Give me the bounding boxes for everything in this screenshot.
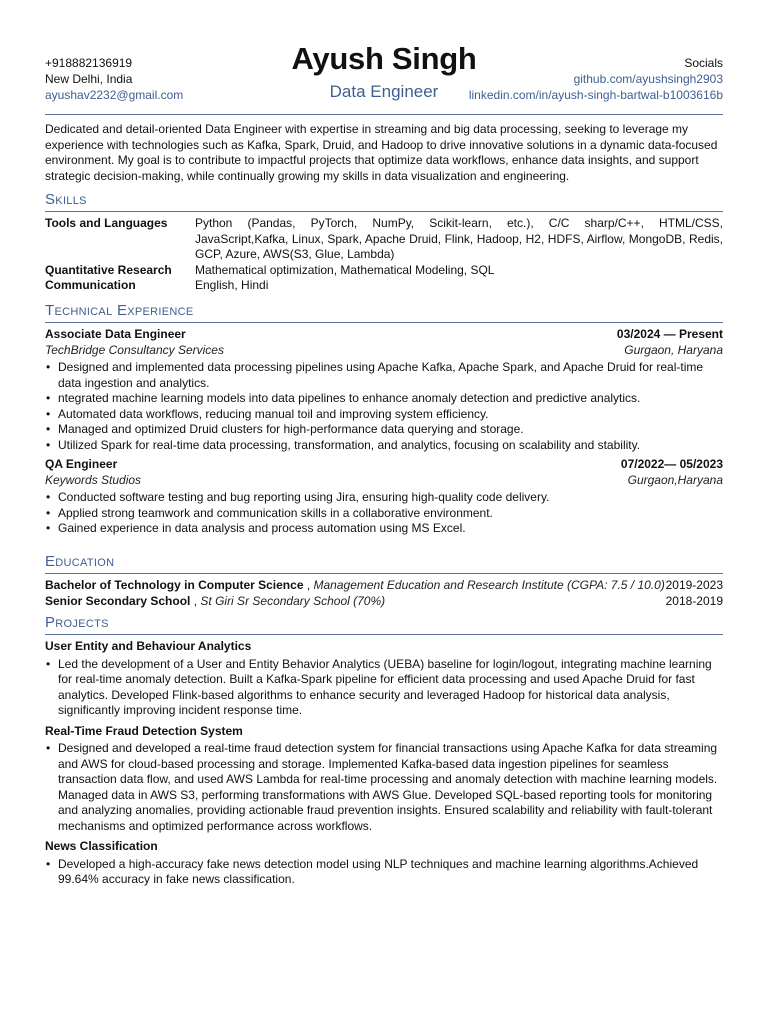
skill-value: English, Hindi: [195, 278, 269, 292]
job-location: Gurgaon, Haryana: [624, 342, 723, 357]
project-description: • Designed and developed a real-time fraud detection system for financial transactions using Apache Kafka for data streaming and AWS for cloud-based processing and storage. Implemented Kafka-based data ingestion pipelines for seamless transaction data flow, and used AWS Lambda for real-time processing and anomaly detection with machine learning models. Managed data in AWS S3, performing transformations with AWS Glue. Developed SQL-based reporting tools for monitoring and analyzing anomalies, providing actionable fraud prevention insights. Ensured scalability and reliability with fault-tolerant mechanisms and optimized performance across workflows.: [45, 741, 723, 834]
job-bullet: • Managed and optimized Druid clusters for high-performance data querying and storage.: [45, 422, 723, 438]
job-bullet: • Gained experience in data analysis and process automation using MS Excel.: [45, 521, 723, 537]
linkedin-link[interactable]: linkedin.com/in/ayush-singh-bartwal-b1003616b: [468, 88, 723, 102]
education-entry: [45, 578, 723, 594]
education-section: [45, 553, 723, 609]
education-dates: 2018-2019: [665, 593, 723, 608]
job-title: Associate Data Engineer: [45, 327, 186, 341]
header-divider: [45, 114, 723, 115]
job-bullet: • Utilized Spark for real-time data processing, transformation, and analytics, focusing on scalability and stability.: [45, 438, 723, 454]
projects-section: [45, 614, 723, 893]
project-entry: [45, 839, 723, 888]
github-link[interactable]: github.com/ayushsingh2903: [573, 72, 723, 86]
project-description: • Led the development of a User and Entity Behavior Analytics (UEBA) baseline for login/logout, integrating machine learning for real-time anomaly detection. Built a Kafka-Spark pipeline for efficient data processing and used Apache Druid for fast analytics. Developed Flink-based algorithms to enhance security and leveraged Hadoop for historical data analysis, significantly improving incident response time.: [45, 657, 723, 719]
project-entry: [45, 639, 723, 719]
project-entry: [45, 724, 723, 835]
skill-value: Python (Pandas, PyTorch, NumPy, Scikit-learn, etc.), C/C sharp/C++, HTML/CSS, JavaScript,Kafka, Linux, Spark, Apache Druid, Flink, Hadoop, H2, HDFS, Airflow, MongoDB, Redis, GCP, Azure, AWS(S3, Glue, Lambda): [195, 216, 723, 261]
experience-section: [45, 302, 723, 541]
skills-section: [45, 191, 723, 294]
job-bullet: • Applied strong teamwork and communication skills in a collaborative environment.: [45, 506, 723, 522]
job-title: QA Engineer: [45, 457, 118, 471]
job-dates: 03/2024 — Present: [616, 327, 723, 341]
skill-category: Communication: [45, 278, 136, 292]
skills-heading: Skills: [45, 191, 723, 212]
job-entry: [45, 457, 723, 537]
socials-label: Socials: [684, 56, 723, 70]
education-institution: St Giri Sr Secondary School (70%): [200, 593, 386, 608]
job-bullets: [45, 360, 723, 453]
education-heading: Education: [45, 553, 723, 574]
job-company: Keywords Studios: [45, 472, 142, 487]
skill-category: Tools and Languages: [45, 216, 168, 230]
project-title: Real-Time Fraud Detection System: [45, 723, 243, 738]
job-bullet: • ntegrated machine learning models into data pipelines to enhance anomaly detection and predictive analytics.: [45, 391, 723, 407]
candidate-role: Data Engineer: [329, 82, 439, 101]
education-dates: 2019-2023: [665, 578, 723, 592]
education-degree: Senior Secondary School: [45, 593, 191, 608]
education-entry: [45, 594, 723, 610]
location: New Delhi, India: [45, 72, 133, 86]
job-company: TechBridge Consultancy Services: [45, 342, 224, 357]
experience-heading: Technical Experience: [45, 302, 723, 323]
skill-row: [45, 263, 723, 279]
project-description: • Developed a high-accuracy fake news detection model using NLP techniques and machine learning algorithms.Achieved 99.64% accuracy in fake news classification.: [45, 857, 723, 888]
job-dates: 07/2022— 05/2023: [620, 457, 723, 471]
projects-heading: Projects: [45, 614, 723, 635]
job-bullet: • Designed and implemented data processing pipelines using Apache Kafka, Apache Spark, and Apache Druid for real-time data ingestion and analytics.: [45, 360, 723, 391]
project-title: News Classification: [45, 839, 158, 853]
education-separator: ,: [190, 593, 201, 608]
job-entry: [45, 327, 723, 453]
candidate-name: Ayush Singh: [291, 41, 477, 76]
education-institution: Management Education and Research Institute (CGPA: 7.5 / 10.0): [313, 578, 665, 592]
email-link[interactable]: ayushav2232@gmail.com: [45, 88, 184, 102]
skill-row: [45, 278, 723, 294]
education-degree: Bachelor of Technology in Computer Science: [45, 578, 304, 592]
education-separator: ,: [303, 578, 314, 592]
skill-value: Mathematical optimization, Mathematical Modeling, SQL: [195, 262, 495, 277]
skill-row: [45, 216, 723, 263]
job-bullets: [45, 490, 723, 537]
socials: [469, 56, 723, 104]
project-title: User Entity and Behaviour Analytics: [45, 639, 252, 653]
phone-number: +918882136919: [45, 56, 133, 70]
skill-category: Quantitative Research: [45, 262, 172, 277]
job-bullet: • Automated data workflows, reducing manual toil and improving system efficiency.: [45, 407, 723, 423]
job-location: Gurgaon,Haryana: [627, 472, 723, 487]
job-bullet: • Conducted software testing and bug reporting using Jira, ensuring high-quality code delivery.: [45, 490, 723, 506]
summary-paragraph: Dedicated and detail-oriented Data Engineer with expertise in streaming and big data processing, seeking to leverage my experience with technologies such as Kafka, Spark, Druid, and Hadoop to drive innovative solutions in a dynamic data-focused environment. My goal is to contribute to impactful projects that optimize data workflows, enhance data insights, and support strategic decision-making, while continually growing my skills in data visualization and engineering.: [45, 122, 718, 183]
